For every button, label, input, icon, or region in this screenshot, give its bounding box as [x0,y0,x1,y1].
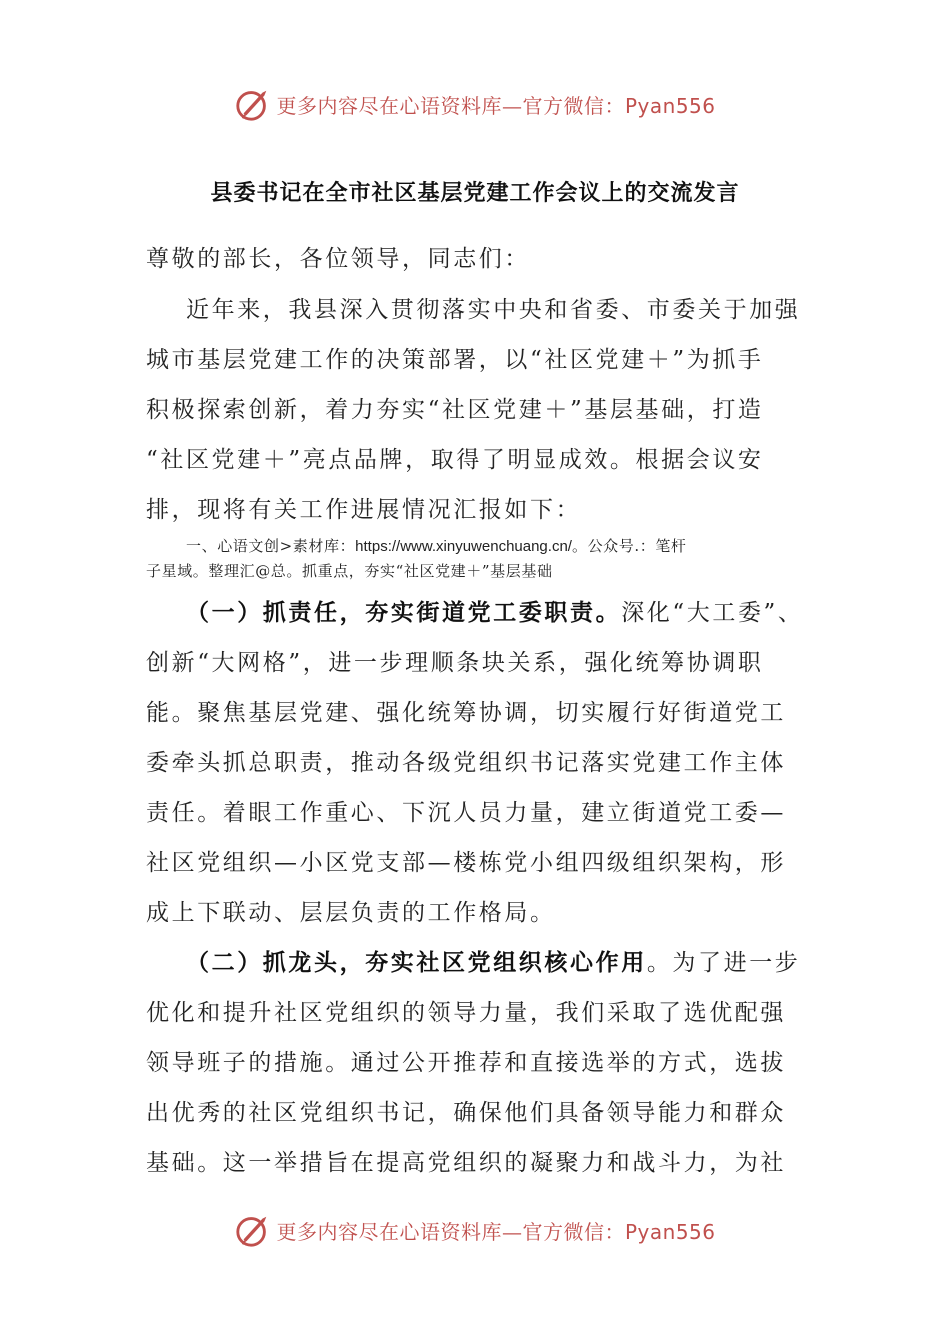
banner-separator: — [501,1219,523,1244]
source-url[interactable]: https://www.xinyuwenchuang.cn/ [355,538,572,555]
banner-wechat-id: Pyan556 [624,93,716,118]
p1-first-rest: 深化“大工委”、 [621,600,804,626]
banner-wechat-id: Pyan556 [624,1219,716,1244]
p1-line-2: 创新“大网格”，进一步理顺条块关系，强化统筹协调职 [146,650,764,676]
banner-text-bottom [276,1216,715,1245]
p2-line-4: 出优秀的社区党组织书记，确保他们具备领导能力和群众 [146,1100,786,1126]
p1-line-7: 成上下联动、层层负责的工作格局。 [146,900,556,926]
section1-heading-line1 [186,535,806,556]
intro-line-3: 积极探索创新，着力夯实“社区党建＋”基层基础，打造 [146,397,764,423]
header-banner [0,82,950,126]
section1-heading-line2: 子星域。整理汇@总。抓重点，夯实“社区党建＋”基层基础 [146,562,553,580]
banner-separator: — [501,93,523,118]
p1-line-3: 能。聚焦基层党建、强化统筹协调，切实履行好街道党工 [146,700,786,726]
intro-line-5: 排，现将有关工作进展情况汇报如下： [146,497,582,523]
intro-line-4: “社区党建＋”亮点品牌，取得了明显成效。根据会议安 [146,447,764,473]
intro-line-2: 城市基层党建工作的决策部署，以“社区党建＋”为抓手 [146,347,764,373]
banner-wechat-label: 官方微信： [522,1219,625,1244]
banner-content-bottom [234,1211,715,1249]
intro-line-1: 近年来，我县深入贯彻落实中央和省委、市委关于加强 [186,297,801,323]
p2-first-rest: 。为了进一步 [646,950,801,976]
banner-content [234,85,715,123]
p1-heading: （一）抓责任，夯实街道党工委职责。 [186,599,622,626]
footer-banner [0,1208,950,1252]
quill-pen-logo-icon [234,1211,272,1249]
banner-brand: 更多内容尽在心语资料库 [276,93,502,118]
p1-line-6: 社区党组织—小区党支部—楼栋党小组四级组织架构，形 [146,850,786,876]
quill-pen-logo-icon [234,85,272,123]
p2-heading: （二）抓龙头，夯实社区党组织核心作用 [186,949,647,976]
banner-text [276,90,715,119]
banner-wechat-label: 官方微信： [522,93,625,118]
document-title: 县委书记在全市社区基层党建工作会议上的交流发言 [210,180,740,206]
p1-line-4: 委牵头抓总职责，推动各级党组织书记落实党建工作主体 [146,750,786,776]
p2-line-5: 基础。这一举措旨在提高党组织的凝聚力和战斗力，为社 [146,1150,786,1176]
salutation: 尊敬的部长，各位领导，同志们： [146,246,530,272]
p2-line-3: 领导班子的措施。通过公开推荐和直接选举的方式，选拔 [146,1050,786,1076]
p2-line-2: 优化和提升社区党组织的领导力量，我们采取了选优配强 [146,1000,786,1026]
p1-line-5: 责任。着眼工作重心、下沉人员力量，建立街道党工委— [146,800,786,826]
p1-first-line [186,594,826,627]
section1-text-b: 。公众号.：笔杆 [571,537,687,555]
section1-text-a: 一、心语文创>素材库： [186,537,356,555]
banner-brand: 更多内容尽在心语资料库 [276,1219,502,1244]
p2-first-line [186,944,806,977]
